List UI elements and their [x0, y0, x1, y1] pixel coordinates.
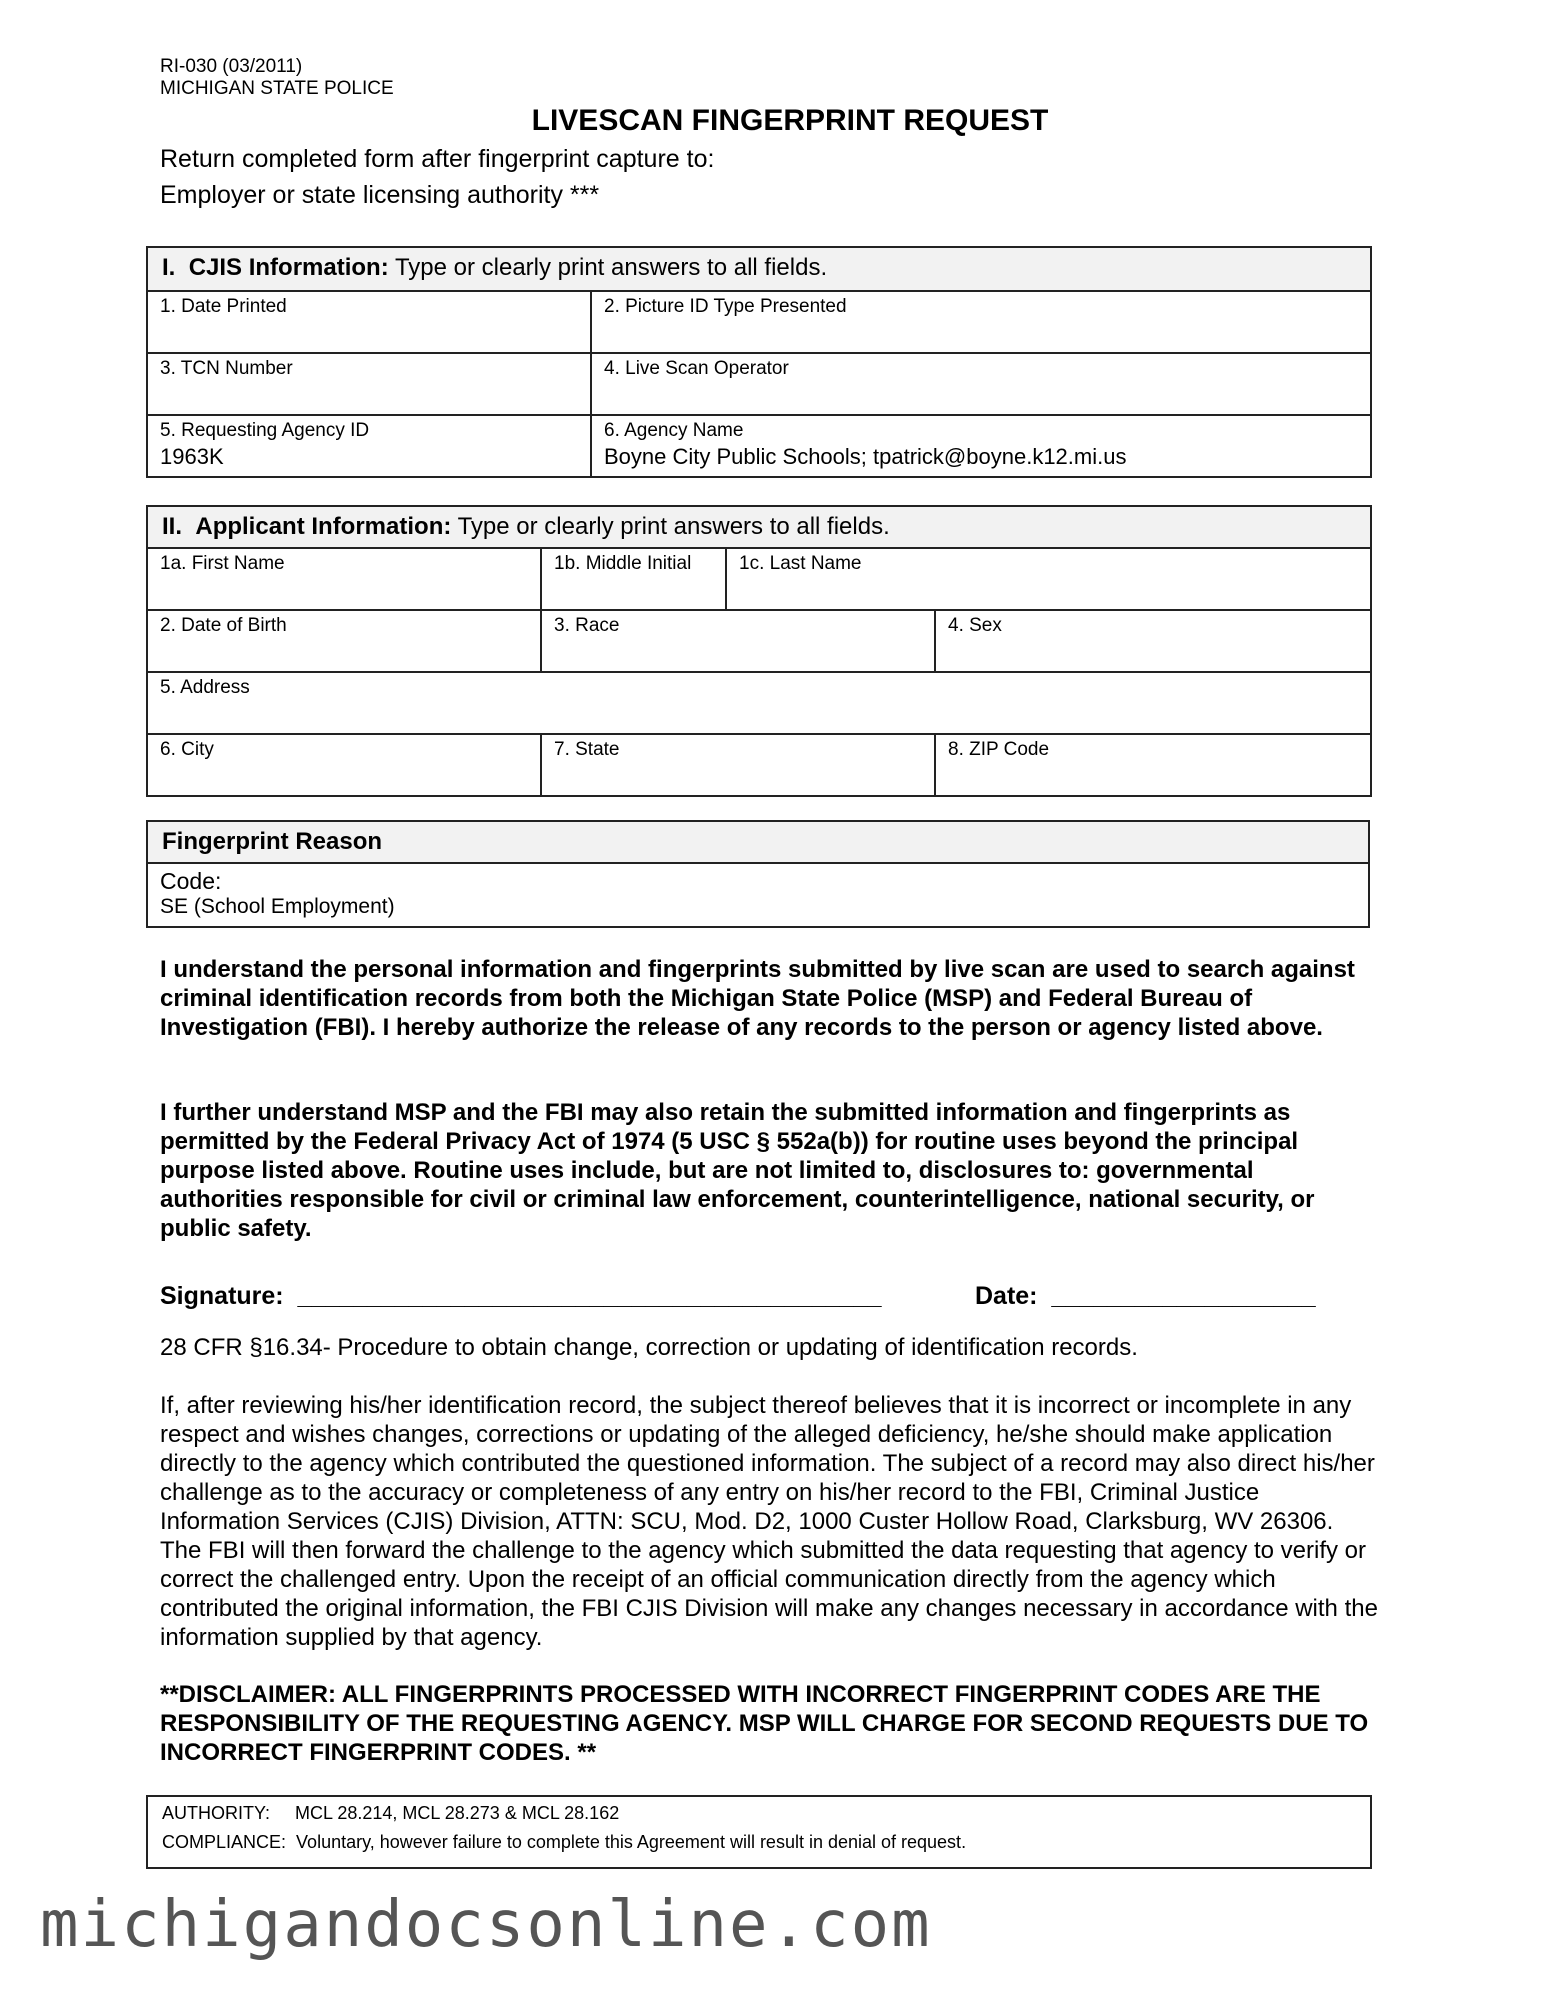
applicant-heading-number: II. [162, 513, 183, 540]
agency-name: MICHIGAN STATE POLICE [160, 78, 394, 99]
reason-code-label: Code: [160, 868, 222, 894]
disclaimer: **DISCLAIMER: ALL FINGERPRINTS PROCESSED WITH INCORRECT FINGERPRINT CODES ARE THE RESPONSIBILITY OF THE REQUESTING AGENCY. MSP WILL CHARGE FOR SECOND REQUESTS DUE TO INCORRECT FINGERPRINT CODES. ** [160, 1681, 1369, 1766]
authority-value: MCL 28.214, MCL 28.273 & MCL 28.162 [295, 1803, 620, 1823]
cfr-body: If, after reviewing his/her identification record, the subject thereof believes that it is incorrect or incomplete in any respect and wishes changes, corrections or updating of the alleged deficiency, he/she should make application directly to the agency which contributed the questioned information. The subject of a record may also direct his/her challenge as to the accuracy or completeness of any entry on his/her record to the FBI, Criminal Justice Information Services (CJIS) Division, ATTN: SCU, Mod. D2, 1000 Custer Hollow Road, Clarksburg, WV 26306. The FBI will then forward the challenge to the agency which submitted the data requesting that agency to verify or correct the challenged entry. Upon the receipt of an official communication directly from the agency which contributed the original information, the FBI CJIS Division will make any changes necessary in accordance with the information supplied by that agency. [160, 1392, 1378, 1651]
date-printed-field[interactable] [147, 291, 591, 353]
zip-code-field[interactable] [935, 734, 1371, 796]
cjis-section [146, 246, 1372, 478]
cjis-heading [147, 247, 1371, 291]
address-label: 5. Address [160, 677, 250, 698]
applicant-heading-title: Applicant Information: [195, 513, 452, 540]
form-header [160, 56, 394, 100]
agency-name-field[interactable] [591, 415, 1371, 477]
picture-id-label: 2. Picture ID Type Presented [604, 296, 847, 317]
race-label: 3. Race [554, 615, 620, 636]
fingerprint-reason-heading: Fingerprint Reason [147, 821, 1369, 863]
fingerprint-reason-code-field[interactable] [147, 863, 1369, 927]
date-line[interactable]: ___________________ [1051, 1282, 1316, 1310]
compliance-label: COMPLIANCE: [162, 1832, 287, 1852]
cjis-heading-number: I. [162, 254, 176, 281]
city-field[interactable] [147, 734, 541, 796]
sex-field[interactable] [935, 610, 1371, 672]
date-of-birth-field[interactable] [147, 610, 541, 672]
return-instruction: Return completed form after fingerprint capture to: [160, 145, 715, 173]
applicant-section [146, 505, 1372, 797]
live-scan-operator-label: 4. Live Scan Operator [604, 358, 789, 379]
page-title: LIVESCAN FINGERPRINT REQUEST [531, 104, 1049, 137]
consent-paragraph-1: I understand the personal information and fingerprints submitted by live scan are used to search against criminal identification records from both the Michigan State Police (MSP) and Federal Bureau of Investigation (FBI). I hereby authorize the release of any records to the person or agency listed above. [160, 956, 1355, 1041]
race-field[interactable] [541, 610, 935, 672]
signature-label: Signature: [160, 1282, 284, 1310]
agency-name-value: Boyne City Public Schools; tpatrick@boyne.k12.mi.us [604, 444, 1127, 469]
form-number: RI-030 (03/2011) [160, 56, 303, 77]
tcn-number-label: 3. TCN Number [160, 358, 293, 379]
sex-label: 4. Sex [948, 615, 1002, 636]
return-recipient: Employer or state licensing authority *** [160, 181, 600, 209]
cjis-heading-instruction: Type or clearly print answers to all fields. [394, 254, 828, 281]
compliance-row [148, 1824, 1370, 1853]
date-of-birth-label: 2. Date of Birth [160, 615, 287, 636]
last-name-field[interactable] [726, 548, 1371, 610]
live-scan-operator-field[interactable] [591, 353, 1371, 415]
tcn-number-field[interactable] [147, 353, 591, 415]
cjis-heading-title: CJIS Information: [188, 254, 389, 281]
first-name-label: 1a. First Name [160, 553, 285, 574]
consent-paragraph-2: I further understand MSP and the FBI may also retain the submitted information and fingerprints as permitted by the Federal Privacy Act of 1974 (5 USC § 552a(b)) for routine uses beyond the principal purpose listed above. Routine uses include, but are not limited to, disclosures to: governmental authorities responsible for civil or criminal law enforcement, counterintelligence, national security, or public safety. [160, 1099, 1315, 1242]
zip-code-label: 8. ZIP Code [948, 739, 1050, 760]
compliance-value: Voluntary, however failure to complete this Agreement will result in denial of request. [296, 1832, 967, 1852]
fingerprint-reason-section [146, 820, 1370, 928]
last-name-label: 1c. Last Name [739, 553, 862, 574]
cfr-title: 28 CFR §16.34- Procedure to obtain change, correction or updating of identification records. [160, 1334, 1138, 1361]
city-label: 6. City [160, 739, 214, 760]
requesting-agency-id-label: 5. Requesting Agency ID [160, 420, 370, 441]
reason-code-value: SE (School Employment) [160, 895, 395, 918]
site-watermark: michigandocsonline.com [40, 1888, 932, 1962]
date-label: Date: [975, 1282, 1038, 1310]
middle-initial-field[interactable] [541, 548, 726, 610]
date-row [975, 1282, 1316, 1311]
middle-initial-label: 1b. Middle Initial [554, 553, 692, 574]
signature-line[interactable]: __________________________________________ [297, 1282, 882, 1310]
requesting-agency-id-field[interactable] [147, 415, 591, 477]
authority-box [146, 1795, 1372, 1869]
state-label: 7. State [554, 739, 620, 760]
picture-id-field[interactable] [591, 291, 1371, 353]
first-name-field[interactable] [147, 548, 541, 610]
authority-label: AUTHORITY: [162, 1803, 271, 1823]
authority-row [148, 1797, 1370, 1824]
signature-row [160, 1282, 882, 1311]
requesting-agency-id-value: 1963K [160, 444, 224, 469]
agency-name-label: 6. Agency Name [604, 420, 744, 441]
applicant-heading-instruction: Type or clearly print answers to all fields. [457, 513, 890, 540]
address-field[interactable] [147, 672, 1371, 734]
date-printed-label: 1. Date Printed [160, 296, 287, 317]
state-field[interactable] [541, 734, 935, 796]
applicant-heading [147, 506, 1371, 548]
